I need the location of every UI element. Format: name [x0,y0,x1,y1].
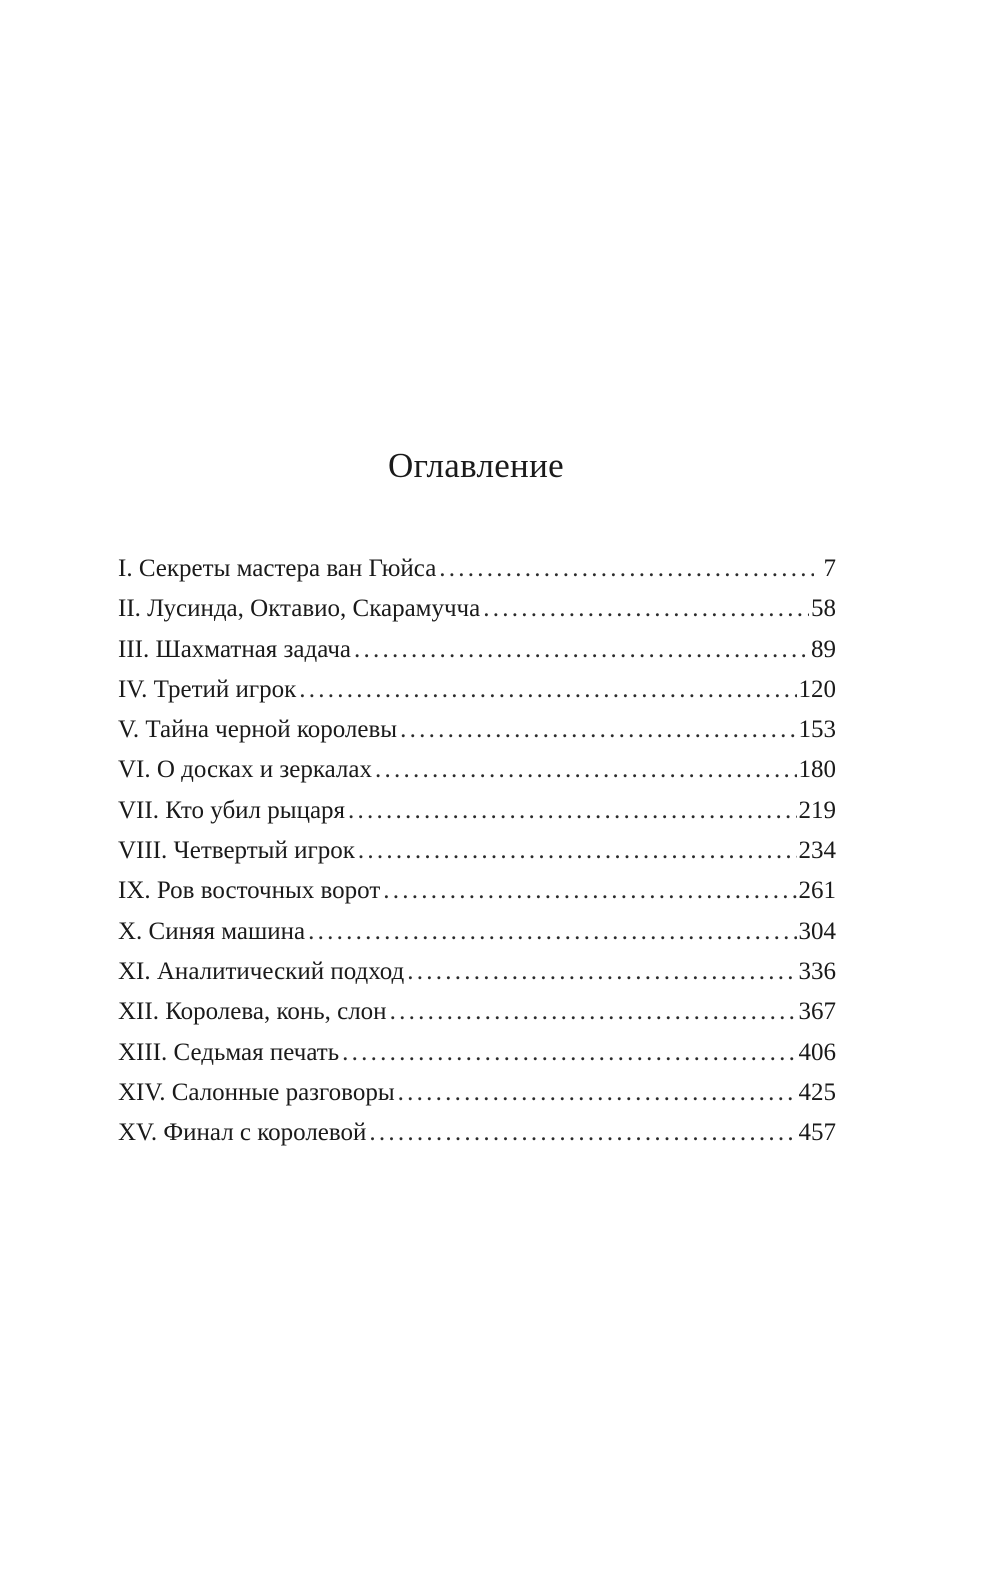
dot-leader [398,1073,797,1113]
dot-leader [383,871,796,911]
dot-leader [400,710,796,750]
toc-entry [118,589,836,629]
toc-page-number: 89 [811,635,836,663]
toc-page-number: 457 [798,1119,836,1147]
toc-entry [118,1073,836,1113]
dot-leader [483,589,809,629]
dot-leader [354,630,809,670]
toc-page-number: 304 [798,917,836,945]
toc-page-number: 120 [798,675,836,703]
dot-leader [358,831,797,871]
toc-entry-title: II. Лусинда, Октавио, Скарамучча [118,595,481,623]
dot-leader [299,670,796,710]
dot-leader [369,1113,796,1153]
toc-entry [118,750,836,790]
toc-entry-title: IV. Третий игрок [118,675,297,703]
toc-entry [118,1113,836,1153]
toc-entry-title: XV. Финал с королевой [118,1119,367,1147]
toc-page-number: 425 [798,1078,836,1106]
toc-entry [118,871,836,911]
toc-entry [118,912,836,952]
page-title: Оглавление [388,446,564,485]
dot-leader [390,992,797,1032]
toc-entry-title: XII. Королева, конь, слон [118,998,387,1026]
toc-page-number: 406 [798,1038,836,1066]
toc-page-number: 7 [823,555,836,582]
toc-entry-title: XI. Аналитический подход [118,957,405,985]
toc-page-number: 180 [798,756,836,784]
toc-page-number: 261 [798,877,836,905]
toc-entry-title: X. Синяя машина [118,917,306,945]
dot-leader [308,912,796,952]
toc-entry [118,670,836,710]
toc-entry-title: VIII. Четвертый игрок [118,837,355,865]
dot-leader [342,1033,796,1073]
toc-page-number: 58 [811,595,836,623]
table-of-contents [118,549,836,1153]
toc-entry [118,831,836,871]
toc-entry [118,710,836,750]
toc-entry-title: V. Тайна черной королевы [118,716,398,744]
toc-entry-title: XIV. Салонные разговоры [118,1078,395,1106]
toc-entry [118,791,836,831]
toc-entry [118,992,836,1032]
toc-entry-title: IX. Ров восточных ворот [118,877,381,905]
dot-leader [348,791,796,831]
toc-page-number: 153 [798,716,836,744]
toc-page-number: 367 [798,998,836,1026]
toc-entry-title: VII. Кто убил рыцаря [118,796,346,824]
toc-entry [118,630,836,670]
toc-page-number: 234 [798,837,836,865]
toc-entry-title: XIII. Седьмая печать [118,1038,340,1066]
dot-leader [407,952,796,992]
dot-leader [439,549,814,589]
toc-page-number: 336 [798,957,836,985]
toc-entry-title: VI. О досках и зеркалах [118,756,372,784]
toc-entry [118,549,836,589]
toc-page-number: 219 [798,796,836,824]
dot-leader [375,750,797,790]
toc-entry-title: I. Секреты мастера ван Гюйса [118,555,437,582]
toc-entry-title: III. Шахматная задача [118,635,351,663]
toc-entry [118,1033,836,1073]
toc-entry [118,952,836,992]
